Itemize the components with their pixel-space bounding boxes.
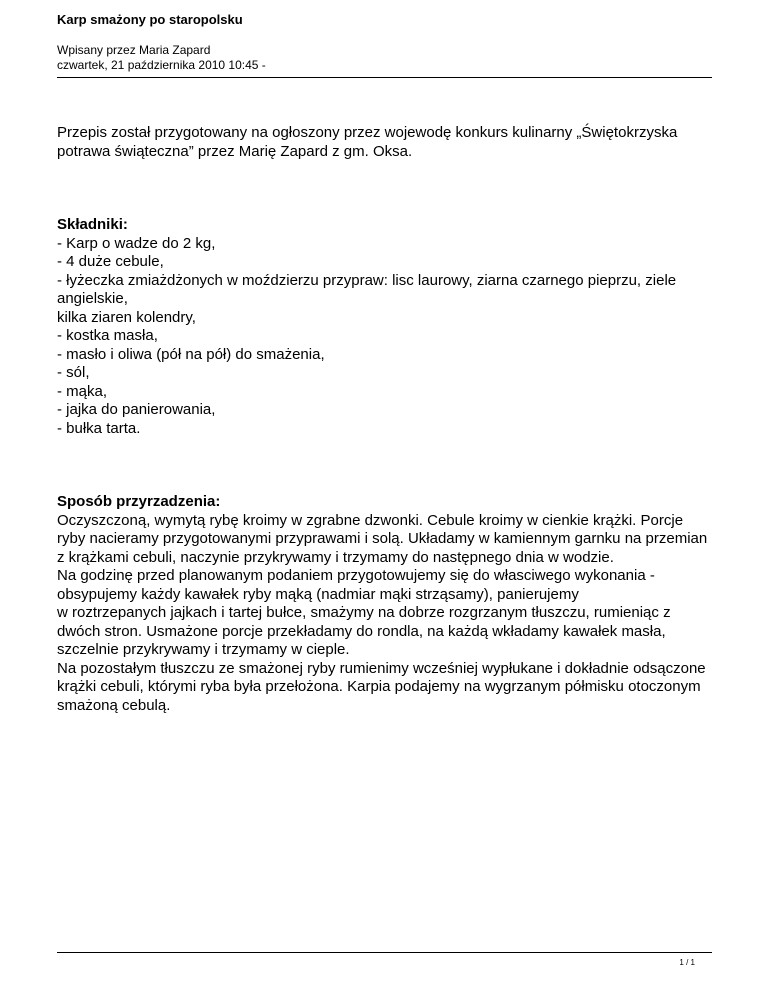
footer-divider <box>57 952 712 953</box>
list-item: - bułka tarta. <box>57 419 141 437</box>
preparation-heading: Sposób przyrzadzenia: <box>57 493 221 510</box>
list-item: - masło i oliwa (pół na pół) do smażenia, <box>57 345 325 363</box>
preparation-paragraph: Oczyszczoną, wymytą rybę kroimy w zgrabne dzwonki. Cebule kroimy w cienkie krążki. Porcje ryby nacieramy przygotowanymi przyprawami i solą. Układamy w kamiennym garnku na przemian z krążkami cebuli, naczynie przykrywamy i trzymamy do następnego dnia w wodzie. <box>57 511 708 566</box>
list-item: - kostka masła, <box>57 327 158 344</box>
list-item: - Karp o wadze do 2 kg, <box>57 234 216 252</box>
article-meta <box>57 43 266 73</box>
intro-paragraph: Przepis został przygotowany na ogłoszony przez wojewodę konkurs kulinarny „Świętokrzyska potrawa świąteczna” przez Marię Zapard z gm. Oksa. <box>57 124 678 160</box>
date-line: czwartek, 21 października 2010 10:45 - <box>57 58 266 72</box>
page-title: Karp smażony po staropolsku <box>57 12 243 27</box>
ingredients-section <box>57 216 712 438</box>
ingredients-list <box>57 235 712 439</box>
header-divider <box>57 77 712 78</box>
page-number: 1 / 1 <box>679 958 695 967</box>
preparation-section <box>57 493 712 715</box>
list-item: - sól, <box>57 364 90 381</box>
list-item: - 4 duże cebule, <box>57 253 164 270</box>
list-item: kilka ziaren kolendry, <box>57 308 196 326</box>
list-item: - jajka do panierowania, <box>57 401 216 418</box>
preparation-paragraph: Na pozostałym tłuszczu ze smażonej ryby rumienimy wcześniej wypłukane i dokładnie odsączone krążki cebuli, którymi ryba była przełożona. Karpia podajemy na wygrzanym półmisku otoczonym smażoną cebulą. <box>57 659 706 714</box>
author-line: Wpisany przez Maria Zapard <box>57 43 211 57</box>
ingredients-heading: Składniki: <box>57 216 128 233</box>
list-item: - łyżeczka zmiażdżonych w moździerzu przypraw: lisc laurowy, ziarna czarnego pieprzu, ziele angielskie, <box>57 271 677 307</box>
preparation-paragraph: w roztrzepanych jajkach i tartej bułce, smażymy na dobrze rozgrzanym tłuszczu, rumieniąc z dwóch stron. Usmażone porcje przekładamy do rondla, na każdą wkładamy kawałek masła, szczelnie przykrywamy i trzymamy w cieple. <box>57 604 671 658</box>
preparation-paragraph: Na godzinę przed planowanym podaniem przygotowujemy się do własciwego wykonania - obsypujemy każdy kawałek ryby mąką (nadmiar mąki strząsamy), panierujemy <box>57 567 655 603</box>
list-item: - mąka, <box>57 382 108 400</box>
article-body <box>57 124 712 715</box>
